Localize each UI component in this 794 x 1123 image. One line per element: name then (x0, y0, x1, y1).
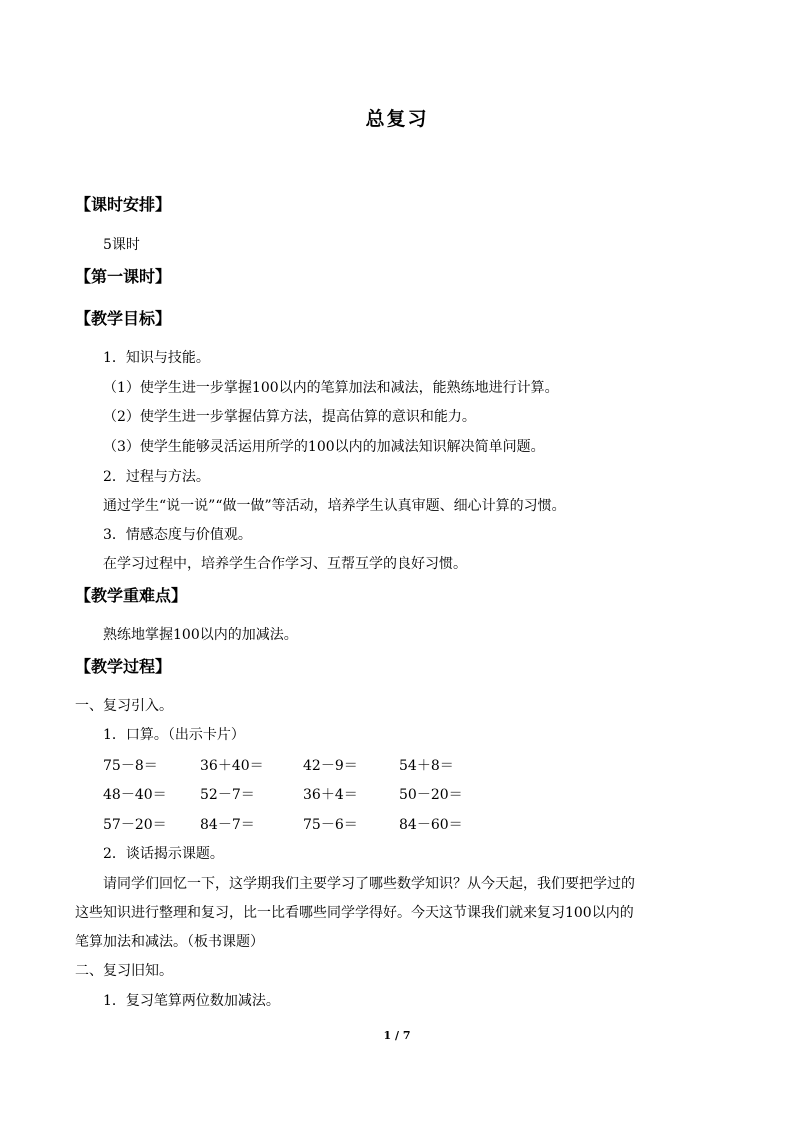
goal-3a: 在学习过程中，培养学生合作学习、互帮互学的良好习惯。 (103, 556, 467, 572)
heading-schedule: 【课时安排】 (75, 195, 172, 214)
key-points-text: 熟练地掌握100以内的加减法。 (103, 627, 298, 643)
calc-item: 84－7＝ (200, 817, 255, 833)
schedule-text: 5课时 (103, 237, 140, 253)
paragraph-line-2: 这些知识进行整理和复习，比一比看哪些同学学得好。今天这节课我们就来复习100以内的 (75, 905, 634, 921)
heading-teaching-process: 【教学过程】 (75, 657, 172, 676)
calc-item: 57－20＝ (103, 817, 167, 833)
calc-item: 52－7＝ (200, 787, 255, 803)
calc-item: 75－6＝ (303, 817, 358, 833)
calc-item: 36＋40＝ (200, 758, 264, 774)
heading-teaching-goals: 【教学目标】 (75, 309, 172, 328)
document-title: 总复习 (365, 108, 429, 130)
goal-1c: （3）使学生能够灵活运用所学的100以内的加减法知识解决简单问题。 (103, 439, 545, 455)
process-section-2: 二、复习旧知。 (75, 963, 173, 979)
heading-first-lesson: 【第一课时】 (75, 267, 172, 286)
goal-2a: 通过学生“说一说”“做一做”等活动，培养学生认真审题、细心计算的习惯。 (103, 498, 566, 514)
process-item-2-1: 1．复习笔算两位数加减法。 (103, 993, 280, 1009)
calc-item: 50－20＝ (399, 787, 463, 803)
goal-1b: （2）使学生进一步掌握估算方法，提高估算的意识和能力。 (103, 409, 476, 425)
paragraph-line-3: 笔算加法和减法。（板书课题） (75, 934, 264, 950)
process-item-1-2: 2．谈话揭示课题。 (103, 846, 224, 862)
calc-item: 48－40＝ (103, 787, 167, 803)
paragraph-line-1: 请同学们回忆一下，这学期我们主要学习了哪些数学知识？从今天起，我们要把学过的 (103, 876, 635, 892)
calc-item: 42－9＝ (303, 758, 358, 774)
goal-3: 3．情感态度与价值观。 (103, 527, 252, 543)
process-item-1-1: 1．口算。（出示卡片） (103, 727, 245, 743)
calc-item: 84－60＝ (399, 817, 463, 833)
goal-1a: （1）使学生进一步掌握100以内的笔算加法和减法，能熟练地进行计算。 (103, 380, 559, 396)
calc-item: 54＋8＝ (399, 758, 454, 774)
page-number: 1 / 7 (383, 1029, 411, 1042)
calc-item: 75－8＝ (103, 758, 158, 774)
goal-2: 2．过程与方法。 (103, 469, 210, 485)
heading-key-points: 【教学重难点】 (75, 586, 188, 605)
calc-item: 36＋4＝ (303, 787, 358, 803)
goal-1: 1．知识与技能。 (103, 350, 210, 366)
process-section-1: 一、复习引入。 (75, 698, 173, 714)
